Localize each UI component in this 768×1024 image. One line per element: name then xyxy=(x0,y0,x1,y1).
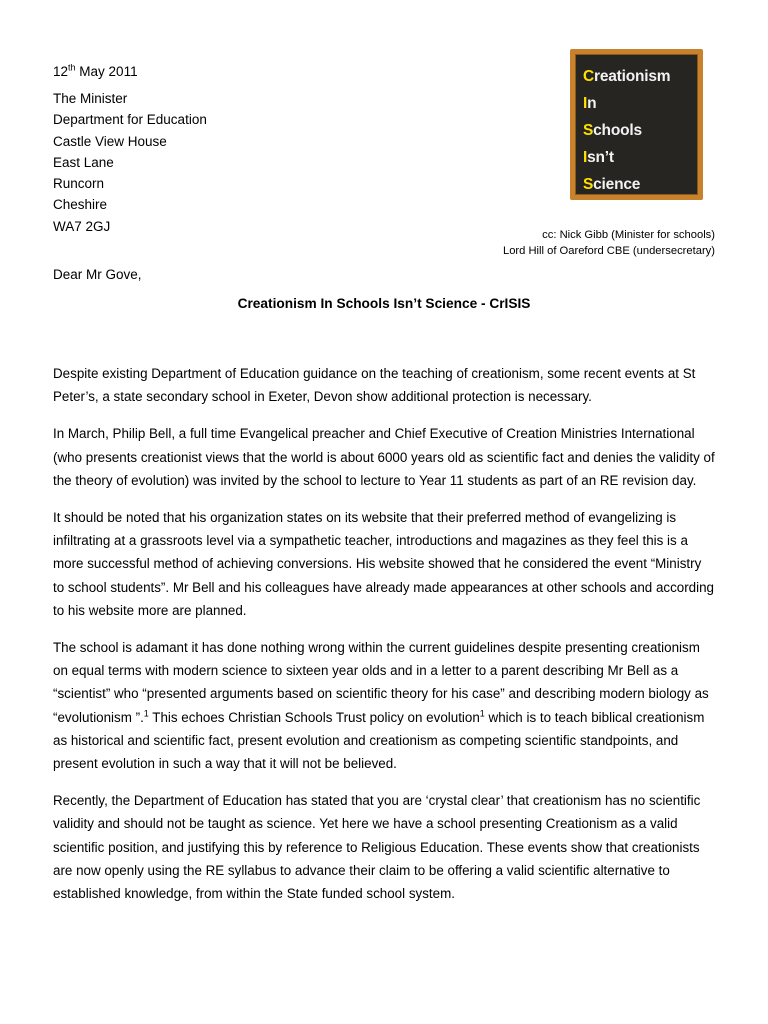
address-line-1: The Minister xyxy=(53,91,128,106)
letter-heading: Creationism In Schools Isn’t Science - CrISIS xyxy=(237,296,531,311)
recipient-address xyxy=(53,88,207,237)
logo-rest-science: cience xyxy=(593,176,641,193)
address-line-4: East Lane xyxy=(53,154,114,170)
paragraph-4-part-a: The school is adamant it has done nothing wrong within the current guidelines despite presenting creationism on equal terms with modern science to sixteen year olds and in a letter to a parent describing Mr Bell as a “scientist” who “presented arguments based on scientific theory for his case” and describing modern biology as “evolutionism ”. xyxy=(53,640,709,725)
logo-line-in xyxy=(583,90,698,117)
address-postcode: WA7 2GJ xyxy=(53,218,111,234)
logo-line-schools xyxy=(583,117,698,144)
date-day: 12 xyxy=(53,64,69,79)
salutation: Dear Mr Gove, xyxy=(53,267,142,282)
logo-cap-s2: S xyxy=(583,176,594,193)
cc-line-1: cc: Nick Gibb (Minister for schools) xyxy=(542,229,715,241)
paragraph-3: It should be noted that his organization states on its website that their preferred method of evangelizing is infiltrating at a grassroots level via a sympathetic teacher, introductions and magazines as they feel this is a more successful method of achieving conversions. His website showed that he considered the event “Ministry to school students”. Mr Bell and his colleagues have already made appearances at other schools and according to his website more are planned. xyxy=(53,510,714,618)
address-line-6: Cheshire xyxy=(53,197,108,213)
paragraph-4-part-b: This echoes Christian Schools Trust policy on evolution xyxy=(148,709,480,725)
paragraph-4 xyxy=(53,636,715,775)
logo-rest-creationism: reationism xyxy=(594,68,671,85)
logo-cap-c: C xyxy=(583,68,594,85)
date-ordinal-suffix: th xyxy=(68,62,76,73)
paragraph-1: Despite existing Department of Education guidance on the teaching of creationism, some recent events at St Peter’s, a state secondary school in Exeter, Devon show additional protection is necessary. xyxy=(53,366,696,405)
date-month-year: May 2011 xyxy=(75,64,138,79)
letter-body xyxy=(53,362,715,905)
paragraph-5: Recently, the Department of Education has stated that you are ‘crystal clear’ that creationism has no scientific validity and should not be taught as science. Yet here we have a school presenting Creationism as a valid scientific position, and justifying this by reference to Religious Education. These events show that creationists are now openly using the RE syllabus to advance their claim to be offering a valid scientific alternative to established knowledge, from within the State funded school system. xyxy=(53,793,701,902)
logo-cap-i1: I xyxy=(583,95,588,112)
logo-line-creationism xyxy=(583,63,698,90)
letter-date xyxy=(53,62,138,82)
carbon-copy-block xyxy=(503,228,715,259)
address-line-2: Department for Education xyxy=(53,112,207,128)
logo-line-science xyxy=(583,171,698,198)
logo-cap-s1: S xyxy=(583,122,594,139)
logo-line-isnt xyxy=(583,144,698,171)
logo-rest-schools: chools xyxy=(593,122,642,139)
footnote-marker-2: 1 xyxy=(479,708,485,719)
cc-line-2: Lord Hill of Oareford CBE (undersecretary) xyxy=(502,244,715,257)
address-line-3: Castle View House xyxy=(53,133,167,149)
logo-cap-i2: I xyxy=(583,149,588,166)
crisis-logo xyxy=(570,49,703,200)
address-line-5: Runcorn xyxy=(53,176,105,192)
paragraph-2: In March, Philip Bell, a full time Evangelical preacher and Chief Executive of Creation Ministries International (who presents creationist views that the world is about 6000 years old as scientific fact and denies the validity of the theory of evolution) was invited by the school to lecture to Year 11 students as part of an RE revision day. xyxy=(53,426,715,488)
footnote-marker-1: 1 xyxy=(143,708,149,719)
paragraph-4-part-c: which is to teach biblical creationism as historical and scientific fact, present evolution and creationism as competing scientific standpoints, and present evolution in such a way that it will not be believed. xyxy=(53,709,705,772)
logo-rest-isnt: sn’t xyxy=(587,149,614,166)
logo-rest-in: n xyxy=(587,95,597,112)
